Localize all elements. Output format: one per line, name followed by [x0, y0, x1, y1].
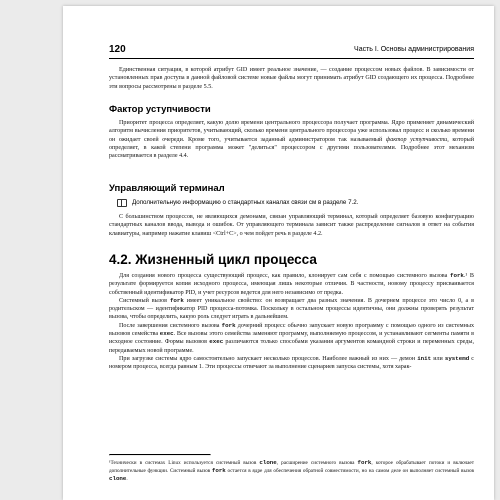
- fn-c: , которое обрабатывает потоки и включает дополнительные функции. Системный вызов: [109, 460, 474, 474]
- lc-p3-a: После завершения системного вызова: [119, 322, 222, 329]
- lc-p4-c: с номером процесса, всегда равным 1. Эти процессы отвечают за выполнение сценариев запуска системы, хотя харак-: [109, 355, 474, 371]
- code-init: init: [417, 354, 432, 362]
- lc-p1-a: Для создания нового процесса существующий процесс, как правило, клонирует сам себя с помощью системного вызова: [119, 273, 450, 279]
- terminal-paragraph: С большинством процессов, не являющихся демонами, связан управляющий терминал, который определяет базовую конфигурацию стандартных каналов ввода, вывода и ошибок. От управляющего терминала зависит также распределение сигналов в ответ на события клавиатуры, например нажатие клавиш <Ctrl+C>, о чем пойдет речь в разделе 4.2.: [109, 214, 474, 237]
- code-clone: clone: [259, 459, 277, 466]
- lifecycle-paragraph-3: [109, 322, 474, 355]
- book-icon: [117, 199, 127, 207]
- terminal-note-text: Дополнительную информацию о стандартных каналах связи см в разделе 7.2.: [132, 199, 359, 206]
- nice-text-a: Приоритет процесса определяет, какую долю времени центрального процессора получает программа. Ядро применяет динамический алгоритм вычисления приоритетов, учитывающий, сколько времени центрального процессора уже использовал процесс и сколько времени он ожидает своей очереди. Кроме того, учитывается заданный администратором так называемый: [109, 120, 474, 143]
- code-exec: exec: [159, 330, 174, 338]
- code-fork: fork: [221, 321, 236, 329]
- lc-p2-b: имеет уникальное свойство: он возвращает два разных значения. В дочернем процессе это число 0, а в родительском — идентификатор PID процесса-потомка. Поскольку в остальном процессы идентичны, они должны проверять результат вызова, чтобы определить, какую роль следует играть в дальнейшем.: [109, 297, 475, 321]
- lifecycle-paragraph-1: [109, 272, 474, 297]
- nice-text-b: который определяет, в какой степени программа может "делиться" процессором с другими пользователями. Подробнее этот механизм рассматривается в разделе 4.4.: [109, 136, 474, 160]
- code-fork: fork: [449, 272, 464, 279]
- code-clone: clone: [109, 475, 127, 482]
- lifecycle-paragraph-2: [109, 297, 474, 322]
- footnote-section: [109, 454, 474, 483]
- book-page: [63, 6, 494, 500]
- lc-p4-a: При загрузке системы ядро самостоятельно запускает несколько процессов. Наиболее важный из них — демон: [119, 355, 418, 362]
- code-fork: fork: [211, 467, 226, 474]
- terminal-section: [109, 213, 474, 238]
- fn-d: остается в ядре для обеспечения обратной совместимости, но на самом деле он выполняет системный вызов: [225, 468, 475, 474]
- lc-p1-b: .¹ В результате формируется копия исходного процесса, имеющая лишь некоторые отличия. В частности, новому процессу присваивается собственный идентификатор PID, и учет ресурсов ведется для него независимо от предка.: [109, 273, 474, 296]
- nice-section: [109, 119, 474, 160]
- lc-p3-b: дочерний процесс обычно запускает новую программу с помощью одного из системных вызовов семейства: [109, 322, 474, 338]
- nice-heading-wrap: [109, 104, 474, 115]
- footnote-text: [109, 459, 474, 483]
- terminal-note: [109, 199, 474, 207]
- page-header: [109, 43, 474, 59]
- lifecycle-heading-wrap: [109, 252, 474, 267]
- lc-p3-c: . Все вызовы этого семейства заменяют программу, выполняемую процессом, и устанавливают сегменты памяти в исходное состояние. Формы вызовов: [109, 331, 474, 346]
- nice-paragraph: [109, 119, 474, 160]
- nice-term: фактор уступчивости,: [385, 136, 449, 143]
- code-exec: exec: [209, 338, 224, 346]
- lc-p4-b: или: [431, 355, 445, 362]
- fn-a: ¹Технически в системах Linux используется системный вызов: [109, 460, 260, 466]
- intro-paragraph: Единственная ситуация, в которой атрибут GID имеет реальное значение, — создание процессом новых файлов. В зависимости от установленных прав доступа в данной файловой системе новые файлы могут принимать атрибут GID создающего их процесса. Подробнее эти вопросы рассмотрены в разделе 5.5.: [109, 67, 474, 90]
- nice-heading: Фактор уступчивости: [109, 104, 211, 115]
- lifecycle-heading: 4.2. Жизненный цикл процесса: [109, 252, 317, 267]
- fn-b: , расширение системного вызова: [276, 460, 358, 466]
- lc-p2-a: Системный вызов: [119, 297, 170, 304]
- terminal-heading: Управляющий терминал: [109, 183, 225, 194]
- running-title: Часть I. Основы администрирования: [354, 46, 474, 53]
- code-systemd: systemd: [444, 354, 470, 362]
- code-fork: fork: [169, 296, 184, 304]
- lc-p3-d: различаются только способами указания аргументов командной строки и переменных среды, передаваемых новой программе.: [109, 339, 474, 354]
- terminal-note-wrap: [109, 199, 474, 207]
- lifecycle-section: [109, 272, 474, 372]
- terminal-heading-wrap: [109, 183, 474, 194]
- lifecycle-paragraph-4: [109, 355, 474, 372]
- code-fork: fork: [357, 459, 372, 466]
- page-number: 120: [109, 44, 126, 55]
- intro-section: [109, 66, 474, 91]
- footnote-divider: [109, 454, 211, 456]
- fn-e: .: [126, 476, 128, 482]
